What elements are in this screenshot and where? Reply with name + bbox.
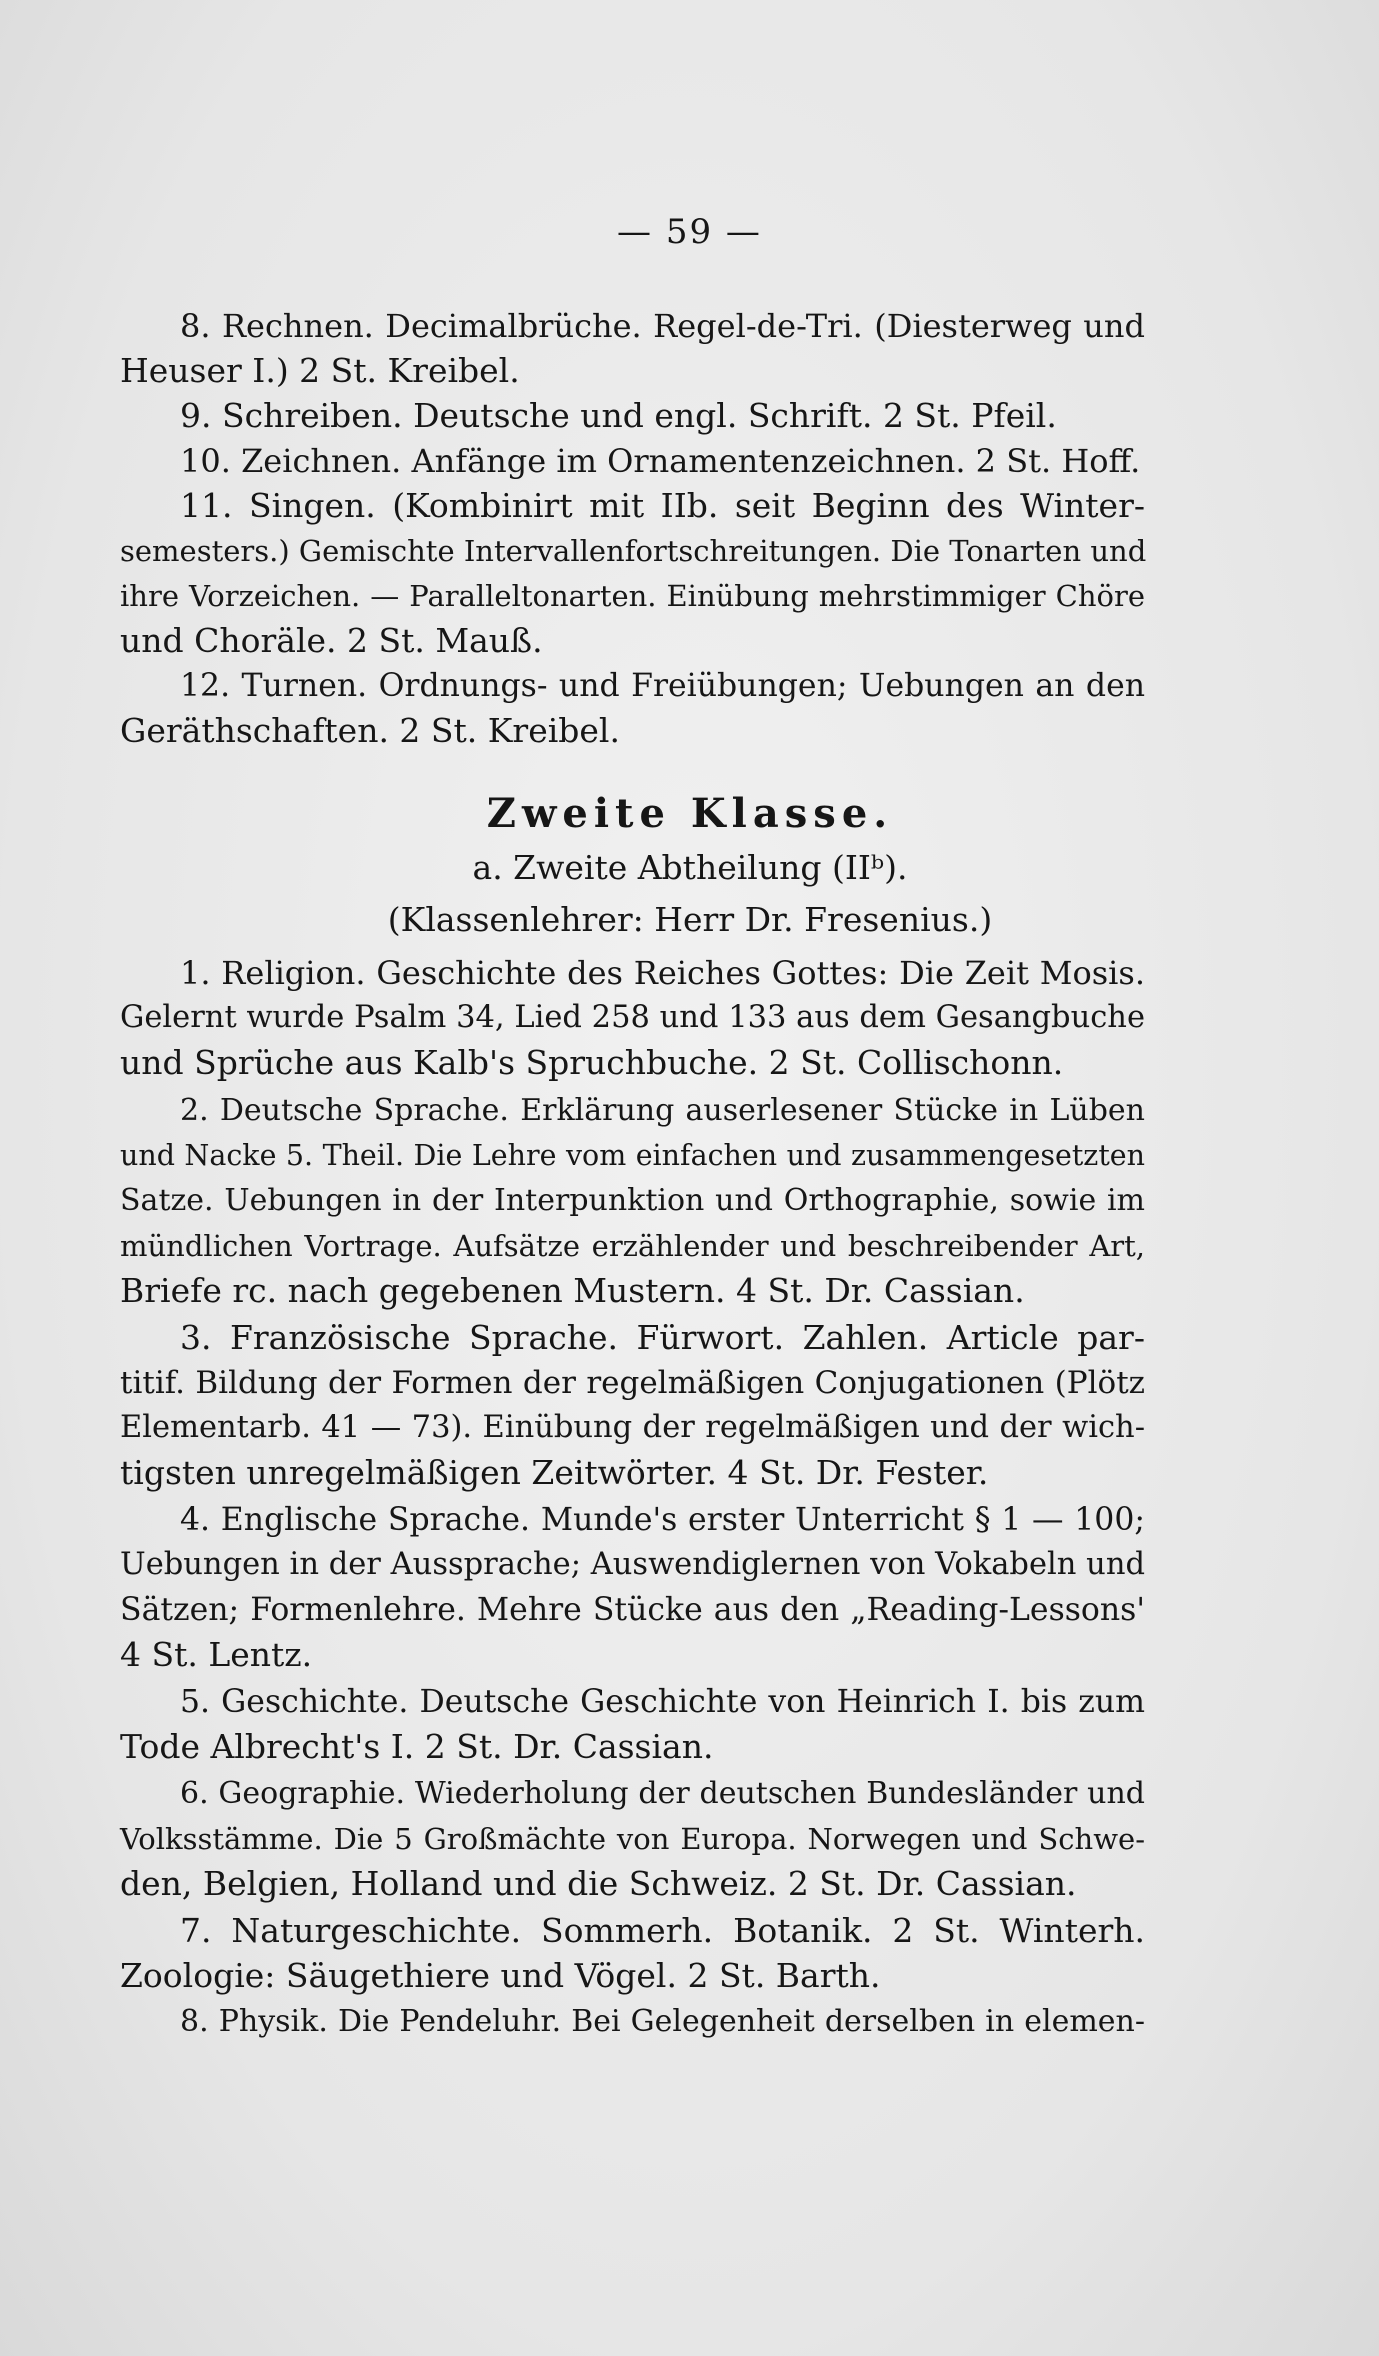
text-line: und Sprüche aus Kalb's Spruchbuche. 2 St. Collischonn. xyxy=(120,1043,1064,1082)
text-line: 2. Deutsche Sprache. Erklärung auserlesener Stücke in Lüben xyxy=(180,1093,1145,1128)
text-line: 1. Religion. Geschichte des Reiches Gottes: Die Zeit Mosis. xyxy=(180,954,1145,992)
text-line: Gelernt wurde Psalm 34, Lied 258 und 133 aus dem Gesangbuche xyxy=(120,1000,1145,1035)
text-line: Elementarb. 41 — 73). Einübung der regelmäßigen und der wich- xyxy=(120,1410,1145,1445)
text-line: Sätzen; Formenlehre. Mehre Stücke aus den „Reading-Lessons' xyxy=(120,1592,1145,1628)
text-line: 3. Französische Sprache. Fürwort. Zahlen. Article par- xyxy=(180,1318,1145,1357)
text-line: den, Belgien, Holland und die Schweiz. 2 St. Dr. Cassian. xyxy=(120,1864,1077,1903)
text-line: 4. Englische Sprache. Munde's erster Unterricht § 1 — 100; xyxy=(180,1502,1145,1538)
text-line: Satze. Uebungen in der Interpunktion und Orthographie, sowie im xyxy=(120,1183,1145,1218)
text-line: und Nacke 5. Theil. Die Lehre vom einfachen und zusammengesetzten xyxy=(120,1139,1145,1172)
text-line: 11. Singen. (Kombinirt mit IIb. seit Beginn des Winter- xyxy=(180,486,1145,525)
text-line: Tode Albrecht's I. 2 St. Dr. Cassian. xyxy=(120,1727,714,1766)
text-line: Uebungen in der Aussprache; Auswendiglernen von Vokabeln und xyxy=(120,1547,1145,1582)
text-line: und Choräle. 2 St. Mauß. xyxy=(120,621,543,660)
text-line: Geräthschaften. 2 St. Kreibel. xyxy=(120,711,620,750)
text-line: semesters.) Gemischte Intervallenfortschreitungen. Die Tonarten und xyxy=(120,534,1147,568)
text-line: Zoologie: Säugethiere und Vögel. 2 St. Barth. xyxy=(120,1956,881,1995)
text-line: 6. Geographie. Wiederholung der deutschen Bundesländer und xyxy=(180,1776,1145,1811)
text-line: 7. Naturgeschichte. Sommerh. Botanik. 2 St. Winterh. xyxy=(180,1911,1145,1950)
section-heading: Zweite Klasse. xyxy=(486,790,894,837)
text-line: Volksstämme. Die 5 Großmächte von Europa. Norwegen und Schwe- xyxy=(120,1822,1145,1856)
page-number: — 59 — xyxy=(617,212,762,252)
section-subheading: a. Zweite Abtheilung (IIᵇ). xyxy=(472,848,908,887)
text-line: 12. Turnen. Ordnungs- und Freiübungen; Uebungen an den xyxy=(180,668,1145,704)
text-line: Briefe rc. nach gegebenen Mustern. 4 St. Dr. Cassian. xyxy=(120,1271,1025,1310)
text-line: 8. Physik. Die Pendeluhr. Bei Gelegenheit derselben in elemen- xyxy=(180,2004,1145,2039)
text-line: Heuser I.) 2 St. Kreibel. xyxy=(120,351,520,390)
text-line: 9. Schreiben. Deutsche und engl. Schrift. 2 St. Pfeil. xyxy=(180,396,1057,435)
text-line: 4 St. Lentz. xyxy=(120,1635,313,1674)
text-line: 5. Geschichte. Deutsche Geschichte von Heinrich I. bis zum xyxy=(180,1684,1145,1720)
class-teacher-line: (Klassenlehrer: Herr Dr. Fresenius.) xyxy=(387,900,993,939)
text-line: mündlichen Vortrage. Aufsätze erzählender und beschreibender Art, xyxy=(120,1229,1145,1263)
text-line: 10. Zeichnen. Anfänge im Ornamentenzeichnen. 2 St. Hoff. xyxy=(180,442,1141,480)
text-line: ihre Vorzeichen. — Paralleltonarten. Einübung mehrstimmiger Chöre xyxy=(120,579,1145,613)
text-line: 8. Rechnen. Decimalbrüche. Regel-de-Tri. (Diesterweg und xyxy=(180,307,1145,345)
text-line: tigsten unregelmäßigen Zeitwörter. 4 St. Dr. Fester. xyxy=(120,1453,989,1492)
text-line: titif. Bildung der Formen der regelmäßigen Conjugationen (Plötz xyxy=(120,1365,1145,1401)
